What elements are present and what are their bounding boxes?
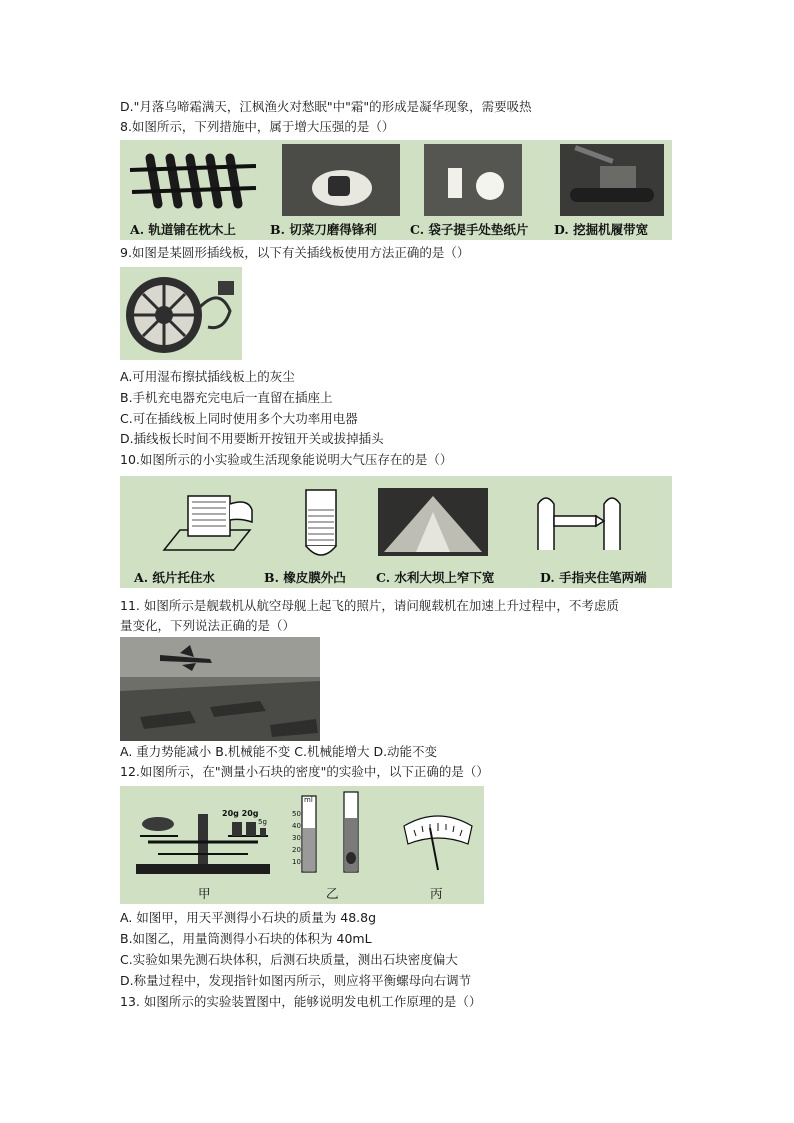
fig10-caption-d: D. 手指夹住笔两端 [540,570,647,585]
cylinder-scale-mark: 50 [292,810,301,818]
label-jia: 甲 [198,886,211,901]
paper-holds-water-image [160,488,260,558]
fig8-caption-a: A. 轨道铺在枕木上 [130,222,236,237]
q11-stem-line1: 11. 如图所示是舰载机从航空母舰上起飞的照片，请问舰载机在加速上升过程中，不考虑质 [120,598,619,613]
q9-option-d: D.插线板长时间不用要断开按钮开关或拔掉插头 [120,431,384,446]
q11-options: A. 重力势能减小 B.机械能不变 C.机械能增大 D.动能不变 [120,744,438,759]
pointer-scale-image [400,808,476,874]
fig8-caption-b: B. 切菜刀磨得锋利 [270,222,377,237]
cylinder-scale-mark: 40 [292,822,301,830]
q9-option-c: C.可在插线板上同时使用多个大功率用电器 [120,411,358,426]
fig8-caption-c: C. 袋子提手处垫纸片 [410,222,529,237]
balance-image [128,794,278,878]
rail-track-image [128,146,258,212]
label-yi: 乙 [326,886,339,901]
measuring-cylinder-image [292,788,372,880]
label-bing: 丙 [430,886,443,901]
rubber-film-tube-image [298,486,348,562]
cylinder-scale-mark: 30 [292,834,301,842]
cylinder-scale-mark: 20 [292,846,301,854]
q12-option-b: B.如图乙，用量筒测得小石块的体积为 40mL [120,931,372,946]
q12-option-d: D.称量过程中，发现指针如图丙所示，则应将平衡螺母向右调节 [120,973,472,988]
q9-stem: 9.如图是某圆形插线板，以下有关插线板使用方法正确的是（） [120,245,470,260]
q9-option-a: A.可用湿布擦拭插线板上的灰尘 [120,369,295,384]
fig10-caption-b: B. 橡皮膜外凸 [264,570,346,585]
q8-stem: 8.如图所示，下列措施中，属于增大压强的是（） [120,119,395,134]
carrier-jet-photo [120,637,320,741]
fig8-caption-d: D. 挖掘机履带宽 [554,222,649,237]
excavator-photo [560,144,664,216]
figure-9 [120,267,242,360]
figure-12 [120,786,484,904]
q9-option-b: B.手机充电器充完电后一直留在插座上 [120,390,333,405]
bag-photo [424,144,522,216]
ml-unit-label: ml [304,796,313,804]
finger-pencil-image [524,490,634,560]
power-strip-image [120,267,242,360]
q10-stem: 10.如图所示的小实验或生活现象能说明大气压存在的是（） [120,452,453,467]
q12-option-a: A. 如图甲，用天平测得小石块的质量为 48.8g [120,910,377,925]
q12-stem: 12.如图所示，在"测量小石块的密度"的实验中，以下正确的是（） [120,764,489,779]
cylinder-scale-mark: 10 [292,858,301,866]
small-weight-label: 5g [258,818,267,826]
q12-option-c: C.实验如果先测石块体积，后测石块质量，测出石块密度偏大 [120,952,458,967]
knife-photo [282,144,400,216]
fig10-caption-c: C. 水利大坝上窄下宽 [376,570,495,585]
q11-stem-line2: 量变化，下列说法正确的是（） [120,618,296,633]
figure-8 [120,140,672,240]
fig10-caption-a: A. 纸片托住水 [134,570,215,585]
dam-photo [378,488,488,556]
q7-option-d: D."月落乌啼霜满天，江枫渔火对愁眠"中"霜"的形成是凝华现象，需要吸热 [120,99,532,114]
weights-label: 20g 20g [222,809,259,818]
q13-stem: 13. 如图所示的实验装置图中，能够说明发电机工作原理的是（） [120,994,482,1009]
figure-10 [120,476,672,588]
